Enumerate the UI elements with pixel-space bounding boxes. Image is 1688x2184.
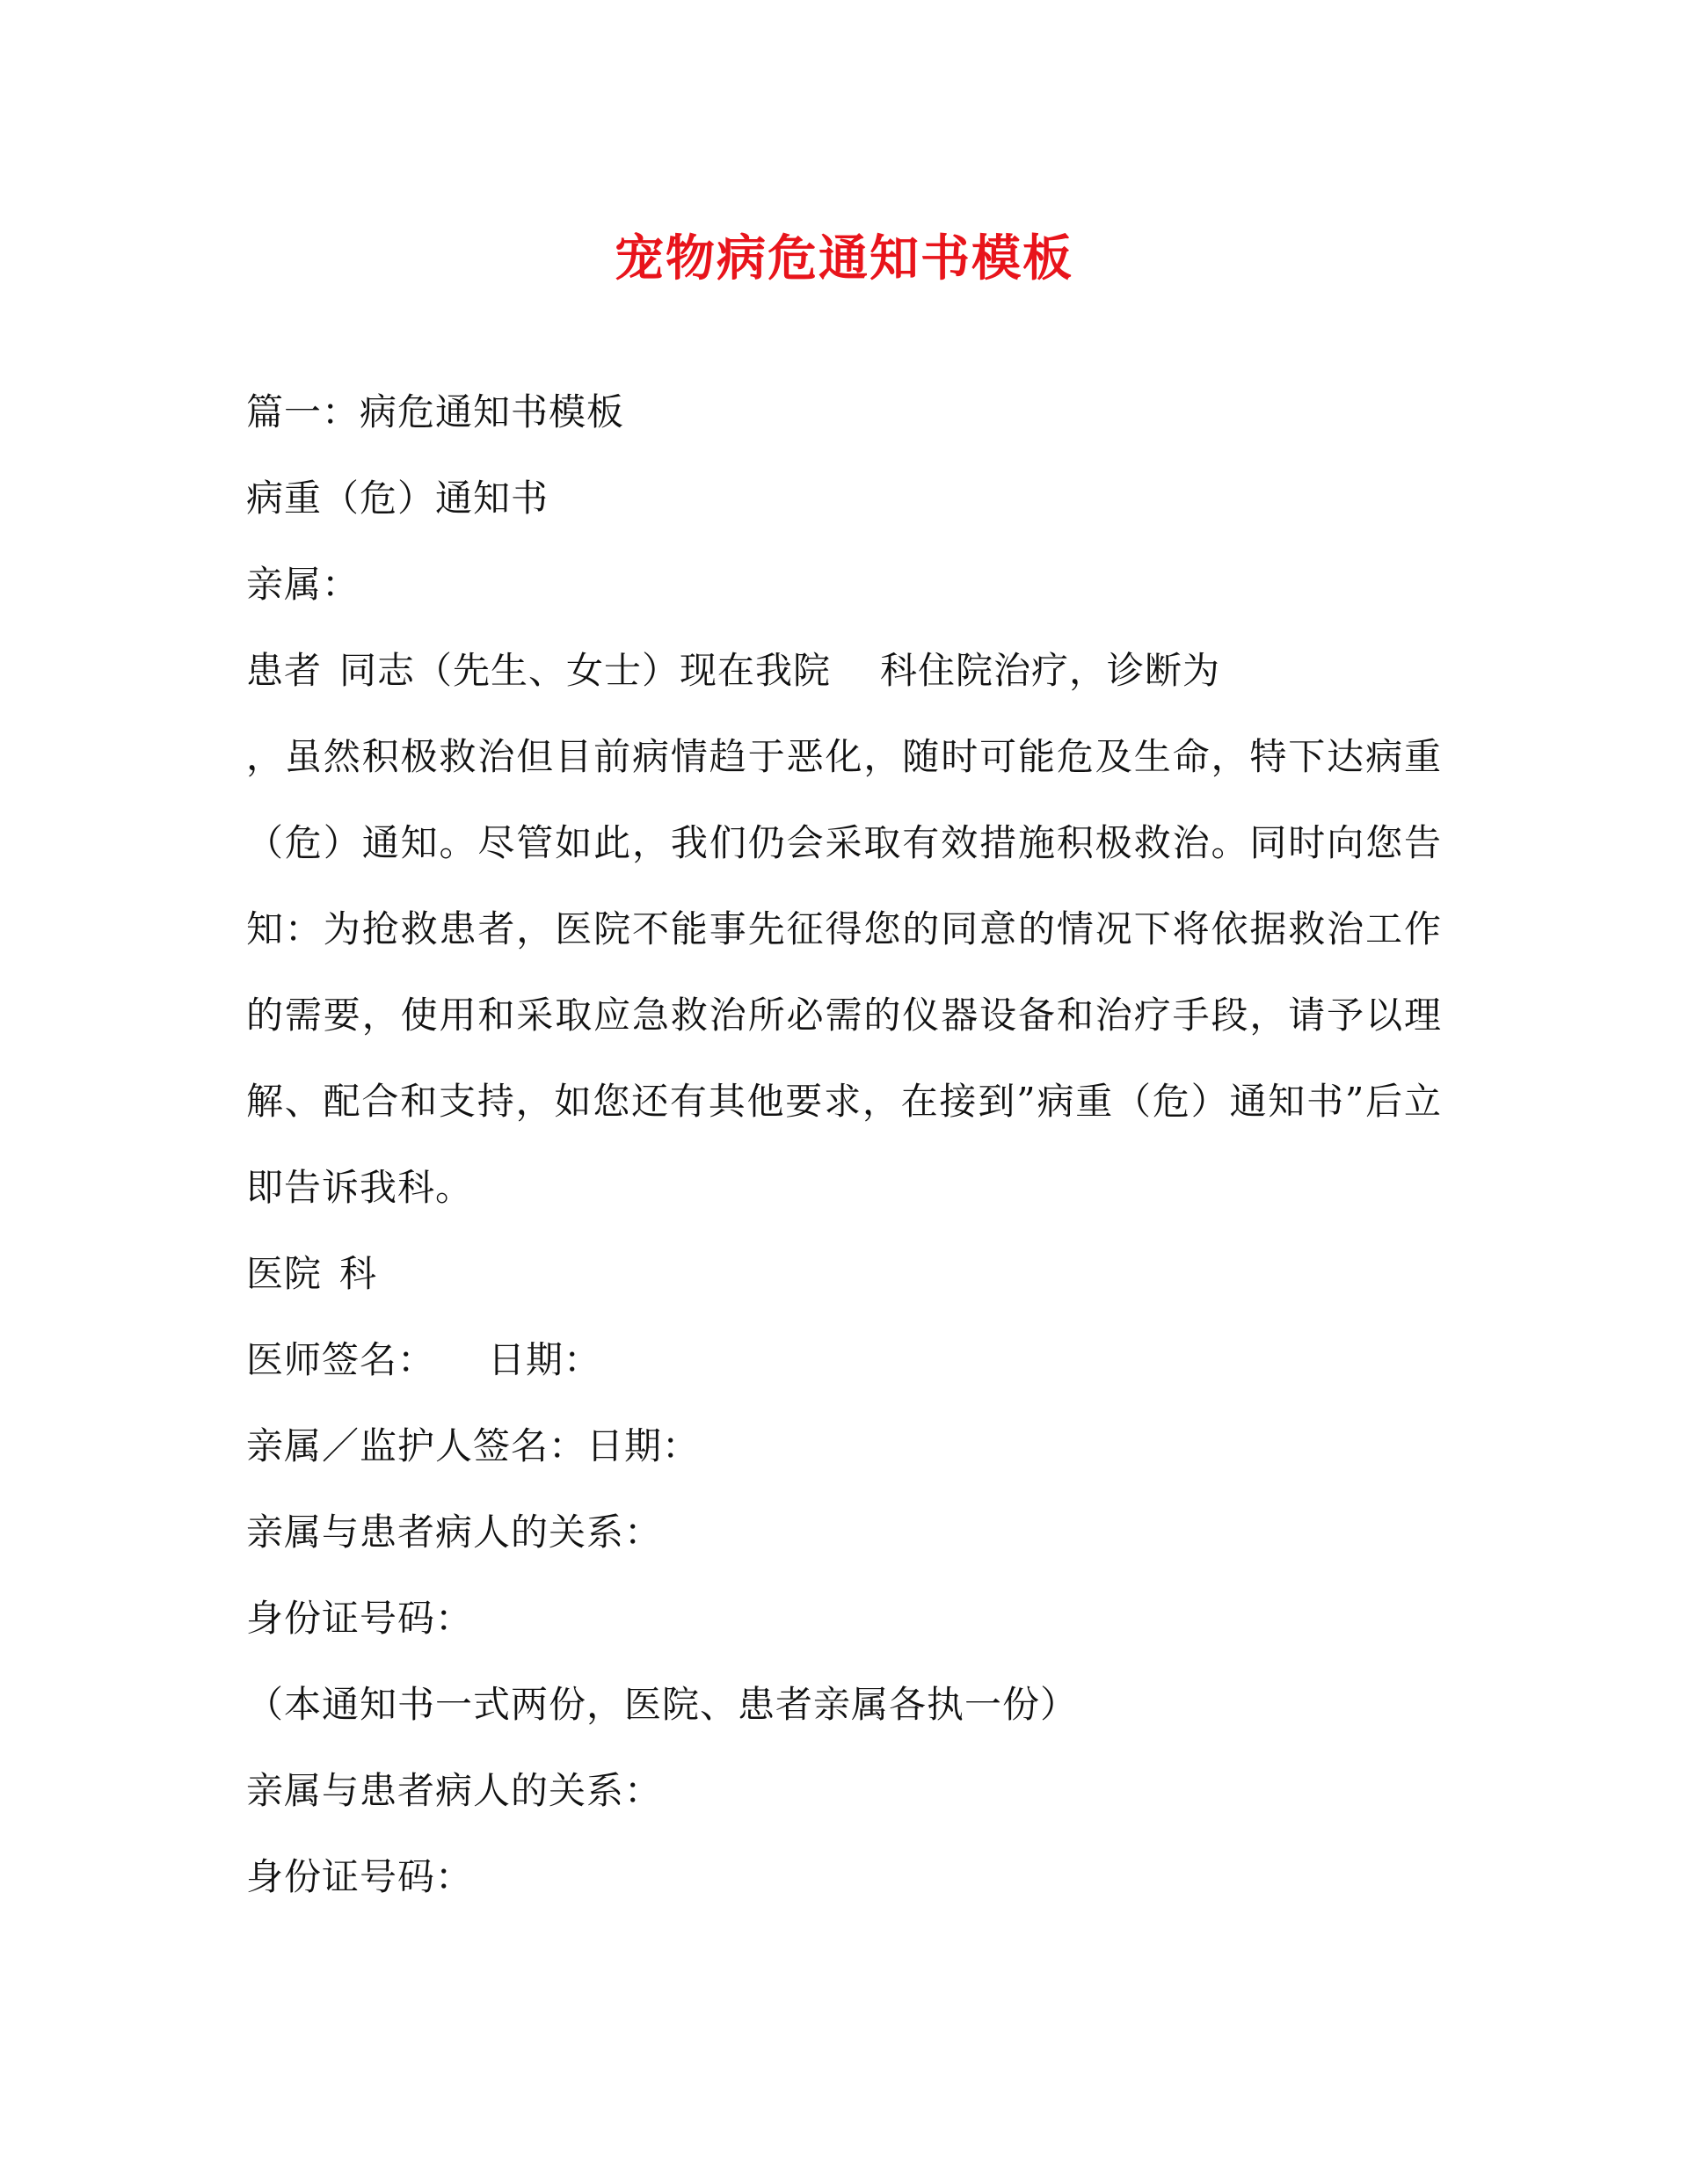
doctor-signature-label: 医师签名：: [246, 1338, 436, 1381]
document-title: 宠物病危通知书模板: [615, 229, 1073, 288]
patient-status-text: 同志（先生、女士）现在我院: [339, 649, 832, 692]
hospital-label: 医院: [246, 1252, 323, 1295]
section-heading: 篇一：病危通知书模板: [246, 390, 625, 433]
patient-label: 患者: [246, 649, 323, 692]
hospital-line: [246, 1231, 1442, 1317]
relative-signature-line: 亲属／监护人签名：日期：: [246, 1424, 701, 1467]
doctor-date-label: 日期：: [488, 1338, 602, 1381]
document-body: [246, 369, 1442, 1920]
doctor-signature-line: [246, 1317, 1442, 1403]
relatives-label: 亲属：: [246, 563, 360, 606]
relationship-label-1: 亲属与患者病人的关系：: [246, 1511, 663, 1554]
copies-note: （本通知书一式两份，医院、患者亲属各执一份）: [246, 1683, 1079, 1726]
relationship-label-2: 亲属与患者病人的关系：: [246, 1769, 663, 1812]
department-label: 科: [339, 1252, 378, 1295]
main-paragraph: ，虽然积极救治但目前病情趋于恶化，随时可能危及生命，特下达病重（危）通知。尽管如此，我们仍会采取有效措施积极救治。同时向您告知：为抢救患者，医院不能事先征得您的同意的情况下将依据救治工作的需要，使用和采取应急救治所必需的仪器设备和治疗手段，请予以理解、配合和支持，如您还有其他要求，在接到”病重（危）通知书”后立即告诉我科。: [246, 735, 1442, 1209]
diagnosis-text: 科住院治疗，诊断为: [880, 649, 1221, 692]
id-number-label-2: 身份证号码：: [246, 1855, 474, 1898]
id-number-label-1: 身份证号码：: [246, 1597, 474, 1640]
patient-line: [246, 628, 1442, 714]
notice-heading: 病重（危）通知书: [246, 477, 549, 520]
